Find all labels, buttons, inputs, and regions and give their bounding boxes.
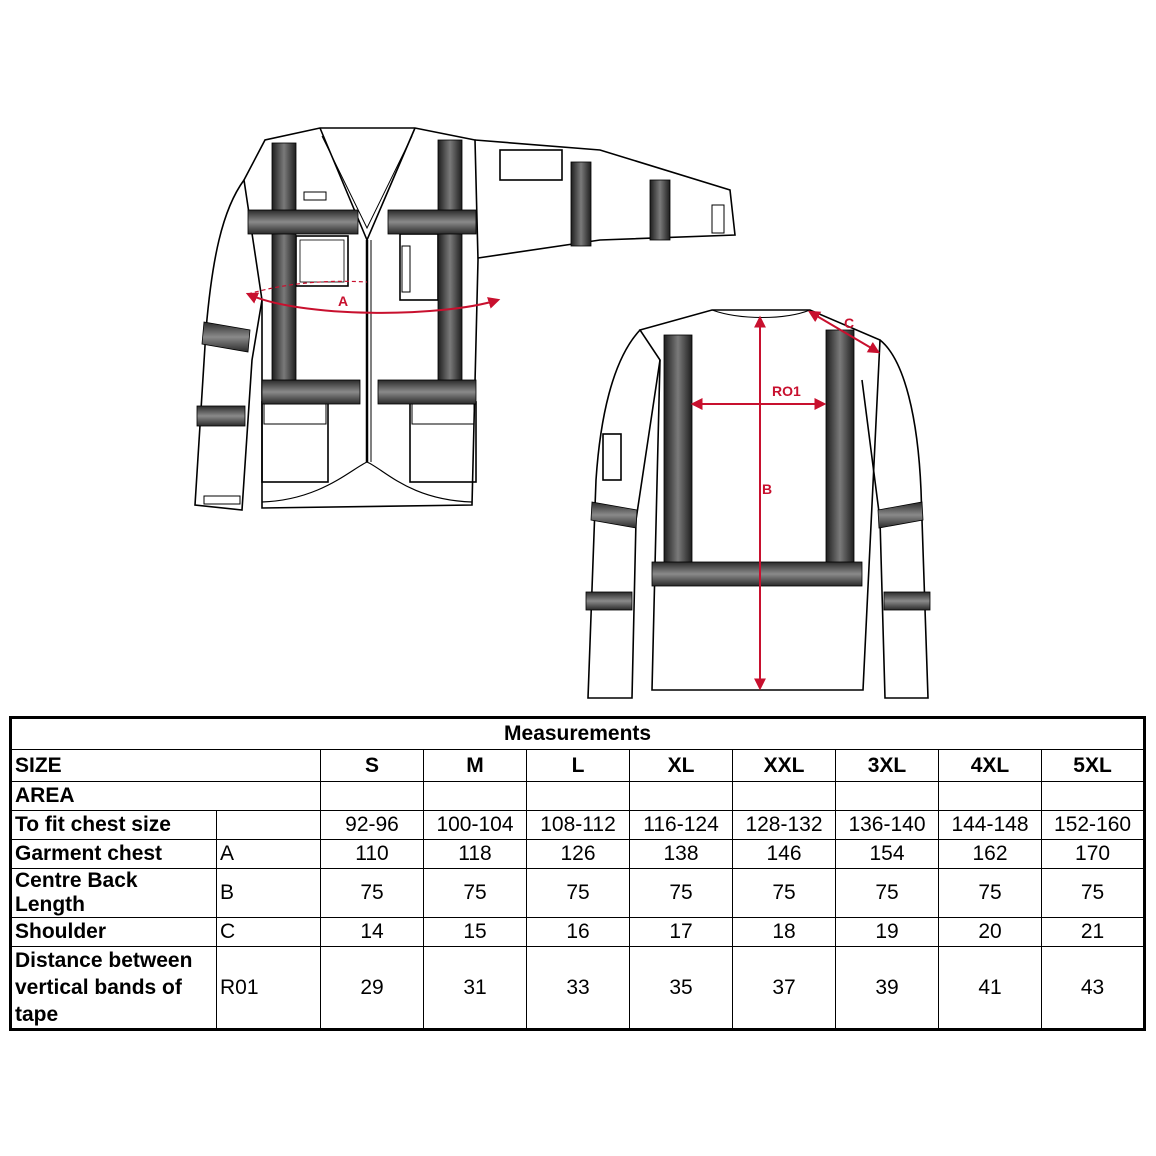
cell: 14	[321, 918, 424, 947]
row-label: Shoulder	[11, 918, 217, 947]
cell: 17	[630, 918, 733, 947]
cell: 15	[424, 918, 527, 947]
table-row	[11, 869, 1145, 918]
cell: 146	[733, 840, 836, 869]
cell: 108-112	[527, 811, 630, 840]
front-left-pocket	[262, 402, 328, 482]
cell: 144-148	[939, 811, 1042, 840]
row-code: B	[217, 869, 321, 918]
size-5xl: 5XL	[1042, 750, 1145, 782]
back-view	[588, 310, 928, 698]
cell: 92-96	[321, 811, 424, 840]
cell: 75	[630, 869, 733, 918]
cell: 18	[733, 918, 836, 947]
cell: 75	[321, 869, 424, 918]
cell: 128-132	[733, 811, 836, 840]
cell: 100-104	[424, 811, 527, 840]
size-3xl: 3XL	[836, 750, 939, 782]
cell: 41	[939, 947, 1042, 1030]
cell: 75	[1042, 869, 1145, 918]
front-right-sleeve	[475, 140, 735, 258]
cell: 75	[836, 869, 939, 918]
cell: 75	[733, 869, 836, 918]
row-label: To fit chest size	[11, 811, 217, 840]
cell: 37	[733, 947, 836, 1030]
cell: 75	[527, 869, 630, 918]
cell: 154	[836, 840, 939, 869]
front-tapes	[197, 140, 670, 426]
measure-ro1	[693, 383, 824, 404]
row-code: A	[217, 840, 321, 869]
cell: 110	[321, 840, 424, 869]
cell: 138	[630, 840, 733, 869]
size-header: SIZE	[11, 750, 321, 782]
cell: 31	[424, 947, 527, 1030]
size-xl: XL	[630, 750, 733, 782]
measure-b	[760, 318, 772, 688]
table-row	[11, 918, 1145, 947]
size-4xl: 4XL	[939, 750, 1042, 782]
table-row	[11, 811, 1145, 840]
cell: 136-140	[836, 811, 939, 840]
cell: 19	[836, 918, 939, 947]
row-code: R01	[217, 947, 321, 1030]
cell: 20	[939, 918, 1042, 947]
size-m: M	[424, 750, 527, 782]
row-code	[217, 811, 321, 840]
cell: 152-160	[1042, 811, 1145, 840]
row-code: C	[217, 918, 321, 947]
cell: 126	[527, 840, 630, 869]
size-l: L	[527, 750, 630, 782]
cell: 116-124	[630, 811, 733, 840]
row-label: Garment chest	[11, 840, 217, 869]
measure-ro1-label: RO1	[772, 383, 801, 399]
cell: 170	[1042, 840, 1145, 869]
cell: 39	[836, 947, 939, 1030]
cell: 33	[527, 947, 630, 1030]
cell: 75	[939, 869, 1042, 918]
cell: 162	[939, 840, 1042, 869]
measurements-table	[9, 716, 1146, 1031]
cell: 118	[424, 840, 527, 869]
row-label: Distance between vertical bands of tape	[11, 947, 217, 1030]
cell: 35	[630, 947, 733, 1030]
cell: 21	[1042, 918, 1145, 947]
table-row	[11, 947, 1145, 1030]
cell: 16	[527, 918, 630, 947]
cell: 43	[1042, 947, 1145, 1030]
front-right-pocket	[410, 402, 476, 482]
size-s: S	[321, 750, 424, 782]
measure-c-label: C	[844, 315, 855, 331]
row-label: Centre Back Length	[11, 869, 217, 918]
area-header: AREA	[11, 782, 321, 811]
table-row	[11, 840, 1145, 869]
measure-a-label: A	[338, 293, 349, 309]
id-pocket	[296, 236, 348, 286]
size-xxl: XXL	[733, 750, 836, 782]
cell: 75	[424, 869, 527, 918]
measure-b-label: B	[762, 481, 773, 497]
table-title: Measurements	[11, 718, 1145, 750]
cell: 29	[321, 947, 424, 1030]
